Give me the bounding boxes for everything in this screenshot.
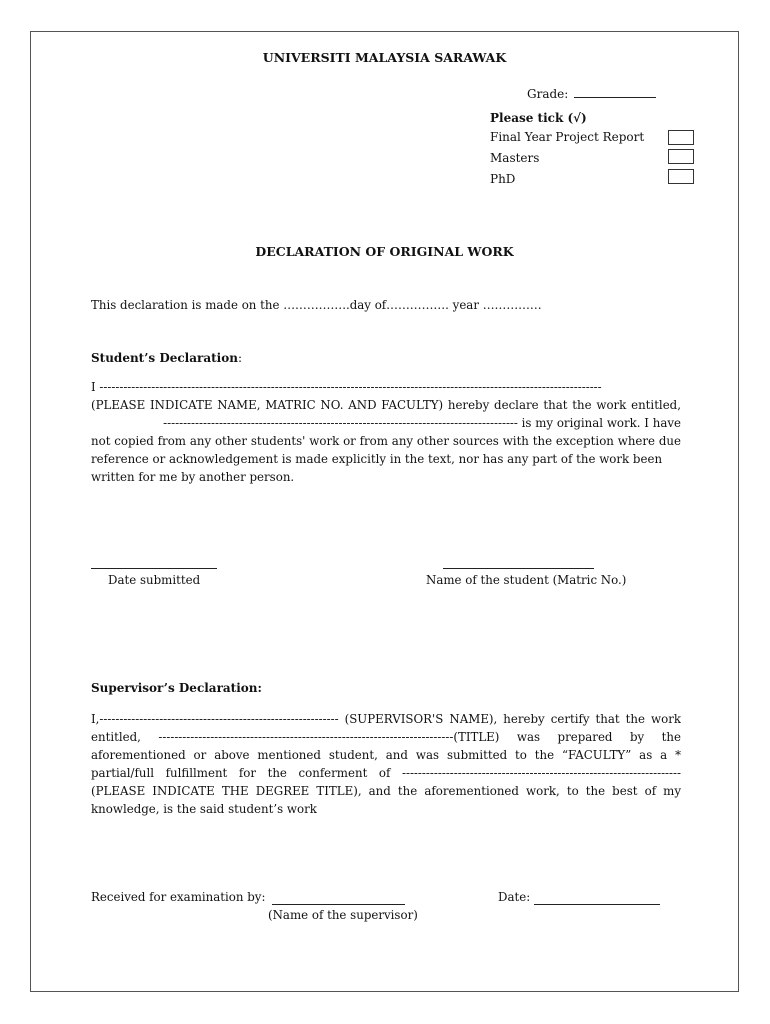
checkbox-masters[interactable] (668, 149, 694, 164)
checkbox-fyp[interactable] (668, 130, 694, 145)
student-line-3: ----------------------------------------------------------------------------------------- is my original work. I have (163, 416, 681, 430)
student-heading-text: Student’s Declaration (91, 351, 238, 365)
student-name-label: Name of the student (Matric No.) (426, 573, 627, 587)
university-name: UNIVERSITI MALAYSIA SARAWAK (262, 50, 507, 65)
supervisor-signature-line[interactable] (272, 904, 405, 905)
option-phd-label: PhD (490, 172, 516, 186)
received-for-examination-label: Received for examination by: (91, 890, 266, 904)
student-declaration-text (91, 378, 681, 486)
date-submitted-signature-line[interactable] (91, 568, 217, 569)
checkbox-phd[interactable] (668, 169, 694, 184)
supervisor-line-1: I,------------------------------------------------------------ (SUPERVISOR'S NAME), hereby certify that the work (91, 712, 681, 726)
student-heading-colon: : (237, 351, 242, 365)
supervisor-line-2: entitled, --------------------------------------------------------------------------(TITLE) was prepared by the (91, 730, 681, 744)
student-line-4: not copied from any other students' work or from any other sources with the exception where due (91, 434, 681, 448)
student-name-signature-line[interactable] (443, 568, 594, 569)
supervisor-declaration-heading: Supervisor’s Declaration: (91, 681, 262, 695)
supervisor-line-5: (PLEASE INDICATE THE DEGREE TITLE), and the aforementioned work, to the best of my (91, 784, 681, 798)
grade-label: Grade: (527, 87, 569, 101)
grade-blank-line[interactable] (574, 86, 656, 98)
date-submitted-label: Date submitted (108, 573, 201, 587)
declaration-form-page (30, 31, 739, 992)
option-fyp-label: Final Year Project Report (490, 130, 645, 144)
supervisor-line-4: partial/full fulfillment for the conferment of ---------------------------------------------------------------------- (91, 766, 681, 780)
supervisor-line-6: knowledge, is the said student’s work (91, 802, 317, 816)
supervisor-date-line[interactable] (534, 904, 660, 905)
student-declaration-heading (91, 351, 242, 365)
student-line-5: reference or acknowledgement is made explicitly in the text, nor has any part of the work been (91, 452, 663, 466)
declaration-date-line: This declaration is made on the ……………..day of……………. year …………… (91, 298, 542, 312)
tick-heading: Please tick (√) (490, 111, 587, 125)
student-line-2: (PLEASE INDICATE NAME, MATRIC NO. AND FACULTY) hereby declare that the work entitled, (91, 398, 681, 412)
option-masters-label: Masters (490, 151, 540, 165)
grade-field (527, 86, 656, 101)
document-title: DECLARATION OF ORIGINAL WORK (255, 244, 514, 259)
supervisor-line-3: aforementioned or above mentioned student, and was submitted to the “FACULTY” as a * (91, 748, 681, 762)
supervisor-declaration-text (91, 710, 681, 818)
supervisor-date-label: Date: (498, 890, 531, 904)
student-line-6: written for me by another person. (91, 470, 295, 484)
student-line-1: I ------------------------------------------------------------------------------------------------------------------------------ (91, 380, 602, 394)
supervisor-name-label: (Name of the supervisor) (268, 908, 418, 922)
